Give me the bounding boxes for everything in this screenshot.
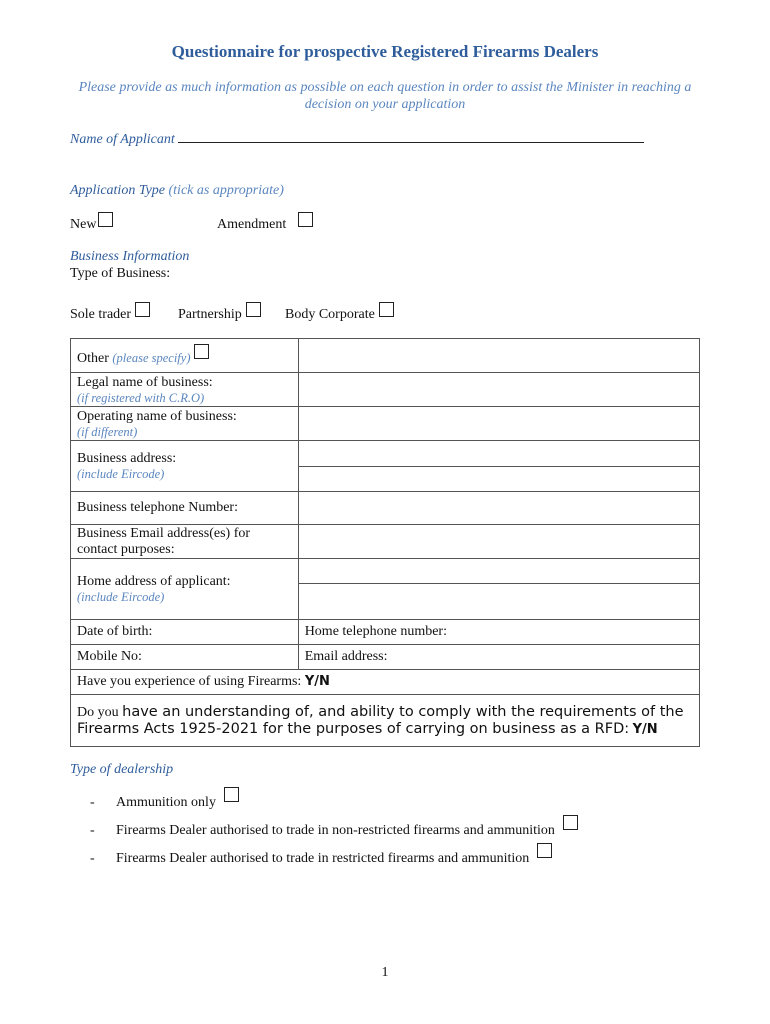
new-label: New <box>70 217 97 232</box>
partnership-checkbox[interactable] <box>246 302 261 317</box>
list-item <box>90 843 552 867</box>
new-option <box>70 212 113 233</box>
amendment-option <box>217 212 313 233</box>
table-row <box>71 695 700 747</box>
page-title: Questionnaire for prospective Registered Firearms Dealers <box>171 42 599 61</box>
home-phone-cell[interactable]: Home telephone number: <box>298 620 699 645</box>
legal-name-cell <box>71 373 299 407</box>
body-corporate-checkbox[interactable] <box>379 302 394 317</box>
understanding-question-start: Do you <box>77 704 119 720</box>
ammunition-only-checkbox[interactable] <box>224 787 239 802</box>
business-address-input[interactable] <box>298 441 699 492</box>
page-number: 1 <box>381 965 389 980</box>
home-address-line-2[interactable] <box>299 583 699 619</box>
table-row <box>71 373 700 407</box>
business-address-line-1[interactable] <box>299 441 699 466</box>
business-email-cell: Business Email address(es) for contact purposes: <box>71 525 299 559</box>
non-restricted-dealer-label: Firearms Dealer authorised to trade in non-restricted firearms and ammunition <box>116 823 555 838</box>
operating-name-label: Operating name of business: <box>77 408 237 424</box>
application-type-label: Application Type <box>70 183 165 198</box>
business-address-line-2[interactable] <box>299 466 699 492</box>
list-dash: - <box>90 823 95 838</box>
understanding-question-rest: have an understanding of, and ability to comply with the requirements of the Firearms Acts 1925-2021 for the purposes of carrying on business as a RFD: <box>77 703 684 737</box>
understanding-yn: Y/N <box>632 721 658 737</box>
business-address-cell <box>71 441 299 492</box>
operating-name-cell <box>71 407 299 441</box>
business-phone-cell: Business telephone Number: <box>71 492 299 525</box>
body-corporate-option <box>285 302 394 323</box>
partnership-option <box>178 302 261 323</box>
home-address-line-1[interactable] <box>299 559 699 583</box>
other-label: Other <box>77 351 109 366</box>
table-row <box>71 492 700 525</box>
table-row <box>71 620 700 645</box>
table-row <box>71 407 700 441</box>
experience-yn: Y/N <box>304 674 330 689</box>
legal-name-hint: (if registered with C.R.O) <box>77 390 205 405</box>
table-row <box>71 670 700 695</box>
list-item <box>90 787 239 811</box>
operating-name-hint: (if different) <box>77 424 138 439</box>
restricted-dealer-label: Firearms Dealer authorised to trade in restricted firearms and ammunition <box>116 851 530 866</box>
table-row <box>71 441 700 492</box>
table-row <box>71 525 700 559</box>
sole-trader-option <box>70 302 150 323</box>
experience-cell[interactable] <box>71 670 700 695</box>
home-address-hint: (include Eircode) <box>77 590 165 604</box>
legal-name-input[interactable] <box>298 373 699 407</box>
intro-text: Please provide as much information as possible on each question in order to assist the Minister in reaching a decision on your application <box>78 80 692 112</box>
restricted-dealer-checkbox[interactable] <box>537 843 552 858</box>
name-of-applicant-label: Name of Applicant <box>70 132 175 147</box>
business-address-label: Business address: <box>77 451 177 466</box>
business-details-table <box>70 338 700 747</box>
business-information-heading: Business Information <box>70 249 190 264</box>
list-item <box>90 815 578 839</box>
business-phone-input[interactable] <box>298 492 699 525</box>
other-checkbox[interactable] <box>194 344 209 359</box>
sole-trader-checkbox[interactable] <box>135 302 150 317</box>
other-cell <box>71 339 299 373</box>
mobile-cell[interactable]: Mobile No: <box>71 645 299 670</box>
home-address-input[interactable] <box>298 559 699 620</box>
list-dash: - <box>90 795 95 810</box>
amendment-checkbox[interactable] <box>298 212 313 227</box>
legal-name-label: Legal name of business: <box>77 374 213 390</box>
application-type-heading <box>70 183 284 199</box>
name-of-applicant-field[interactable] <box>178 130 644 143</box>
non-restricted-dealer-checkbox[interactable] <box>563 815 578 830</box>
dob-cell[interactable]: Date of birth: <box>71 620 299 645</box>
ammunition-only-label: Ammunition only <box>116 795 216 810</box>
type-of-business-label: Type of Business: <box>70 266 171 281</box>
list-dash: - <box>90 851 95 866</box>
dealership-heading: Type of dealership <box>70 762 174 777</box>
home-address-cell <box>71 559 299 620</box>
operating-name-input[interactable] <box>298 407 699 441</box>
sole-trader-label: Sole trader <box>70 307 132 322</box>
other-input[interactable] <box>298 339 699 373</box>
application-type-hint: (tick as appropriate) <box>168 183 284 198</box>
partnership-label: Partnership <box>178 307 242 322</box>
email-cell[interactable]: Email address: <box>298 645 699 670</box>
table-row <box>71 339 700 373</box>
table-row <box>71 645 700 670</box>
table-row <box>71 559 700 620</box>
new-checkbox[interactable] <box>98 212 113 227</box>
home-address-label: Home address of applicant: <box>77 574 231 589</box>
understanding-cell[interactable] <box>71 695 700 747</box>
business-address-hint: (include Eircode) <box>77 467 165 481</box>
experience-question: Have you experience of using Firearms: <box>77 674 302 689</box>
amendment-label: Amendment <box>217 217 287 232</box>
other-hint: (please specify) <box>112 351 191 365</box>
name-of-applicant-row <box>70 130 644 148</box>
business-email-input[interactable] <box>298 525 699 559</box>
body-corporate-label: Body Corporate <box>285 307 375 322</box>
